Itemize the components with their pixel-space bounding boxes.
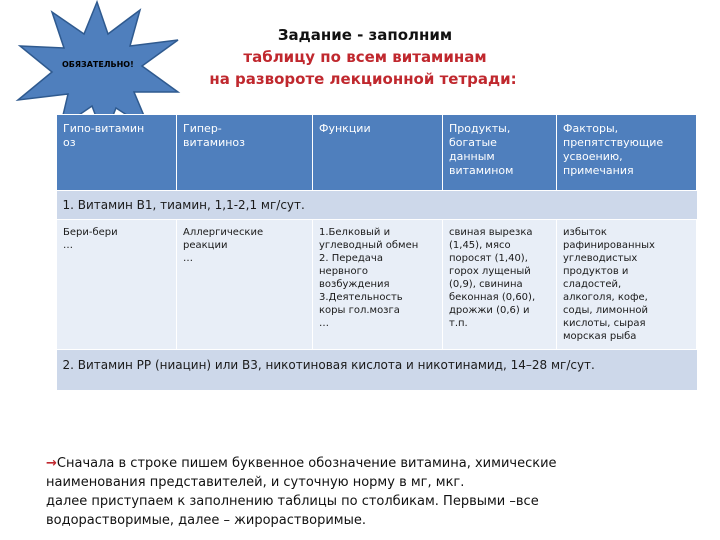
cell-factors: избыток рафинированных углеводистых продуктов и сладостей, алкоголя, кофе, соды, лимонной кислоты, сырая морская рыба bbox=[557, 220, 697, 350]
header-factors: Факторы, препятствующие усвоению, примечания bbox=[557, 115, 697, 191]
table-header-row bbox=[57, 115, 697, 191]
section-label: 2. Витамин РР (ниацин) или В3, никотиновая кислота и никотинамид, 14–28 мг/сут. bbox=[57, 350, 697, 391]
title-line-1: Задание - заполним bbox=[277, 26, 453, 44]
header-hypovitaminosis: Гипо-витамин оз bbox=[57, 115, 177, 191]
note-line-2: наименования представителей, и суточную норму в мг, мкг. bbox=[46, 475, 465, 490]
instruction-note bbox=[46, 454, 686, 530]
arrow-icon: → bbox=[46, 456, 57, 471]
title-line-3: на развороте лекционной тетради: bbox=[209, 70, 517, 88]
cell-hypervitaminosis: Аллергические реакции … bbox=[177, 220, 313, 350]
header-products: Продукты, богатые данным витамином bbox=[443, 115, 557, 191]
header-functions: Функции bbox=[313, 115, 443, 191]
section-row-vitamin-pp bbox=[57, 350, 697, 391]
note-line-4: водорастворимые, далее – жирорастворимые. bbox=[46, 513, 366, 528]
cell-functions: 1.Белковый и углеводный обмен 2. Передача нервного возбуждения 3.Деятельность коры гол.мозга … bbox=[313, 220, 443, 350]
cell-products: свиная вырезка (1,45), мясо поросят (1,40), горох лущеный (0,9), свинина беконная (0,60), дрожжи (0,6) и т.п. bbox=[443, 220, 557, 350]
header-hypervitaminosis: Гипер- витаминоз bbox=[177, 115, 313, 191]
note-line-1: Сначала в строке пишем буквенное обозначение витамина, химические bbox=[56, 456, 557, 471]
table-row bbox=[57, 220, 697, 350]
badge-label: ОБЯЗАТЕЛЬНО! bbox=[62, 60, 134, 69]
page-title bbox=[175, 24, 555, 90]
cell-hypovitaminosis: Бери-бери … bbox=[57, 220, 177, 350]
note-line-3: далее приступаем к заполнению таблицы по столбикам. Первыми –все bbox=[46, 494, 539, 509]
section-label: 1. Витамин В1, тиамин, 1,1-2,1 мг/сут. bbox=[57, 191, 697, 220]
section-row-vitamin-b1 bbox=[57, 191, 697, 220]
vitamin-table bbox=[56, 114, 697, 390]
title-line-2: таблицу по всем витаминам bbox=[243, 48, 487, 66]
